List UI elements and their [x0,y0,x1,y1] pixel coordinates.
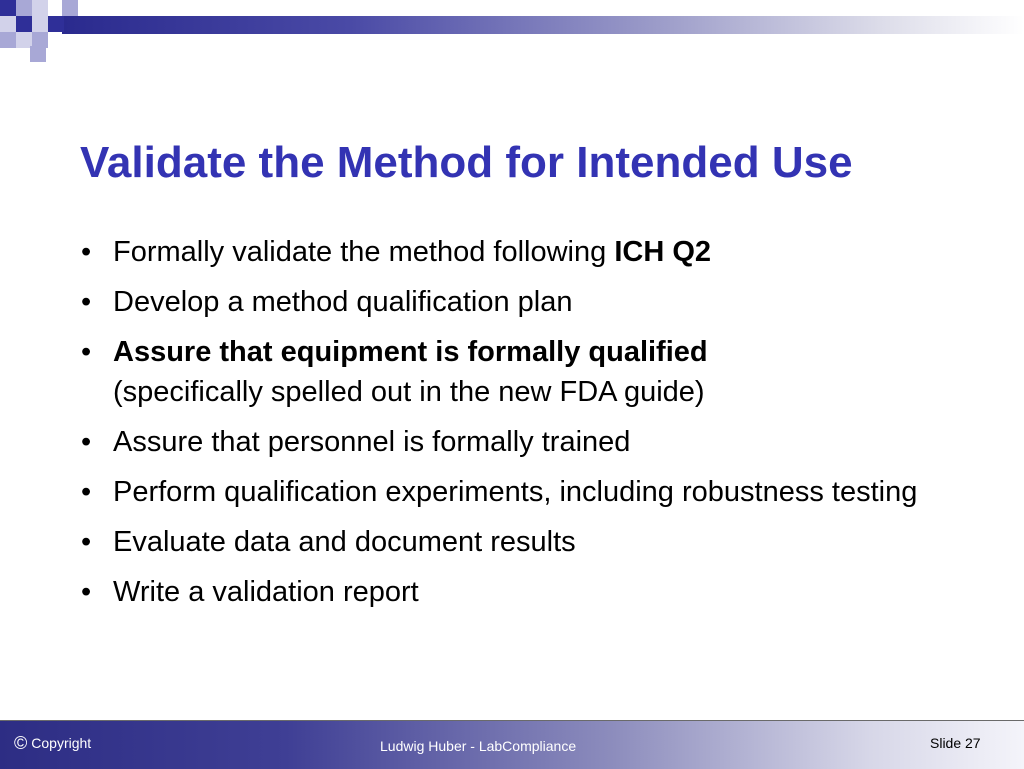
footer-author: Ludwig Huber - LabCompliance [380,738,577,754]
slide-title: Validate the Method for Intended Use [80,138,853,188]
bullet-text: Develop a method qualification plan [113,286,573,318]
copyright-icon: © [14,733,28,753]
bullet-text: Write a validation report [113,576,419,608]
top-decoration [0,0,1024,64]
copyright-label: Copyright [31,735,92,751]
bullet-item [80,522,970,562]
bullet-item [80,572,970,612]
footer-copyright [14,734,91,752]
bullet-text: (specifically spelled out in the new FDA guide) [113,376,705,408]
bullet-item [80,422,970,462]
bullet-item [80,232,970,272]
bullet-text-bold: Assure that equipment is formally qualified [113,336,708,368]
decor-square [62,0,78,16]
bullet-item [80,472,970,512]
bullet-text: Assure that personnel is formally trained [113,426,631,458]
bullet-item [80,332,970,412]
decor-square [16,16,32,32]
bullet-text: Perform qualification experiments, including robustness testing [113,476,918,508]
slide-number: Slide 27 [930,735,981,751]
decor-square [32,0,48,16]
bullet-text: Evaluate data and document results [113,526,576,558]
top-gradient-bar [62,16,1024,34]
decor-square [30,46,46,62]
bullet-text: Formally validate the method following [113,236,615,268]
decor-square [0,32,16,48]
decor-square [0,0,16,16]
decor-square [32,16,48,32]
bullet-item [80,282,970,322]
decor-square [48,16,64,32]
bullet-list [80,232,970,622]
slide-footer [0,720,1024,769]
decor-square [0,16,16,32]
decor-square [16,0,32,16]
bullet-text-bold: ICH Q2 [614,236,711,268]
